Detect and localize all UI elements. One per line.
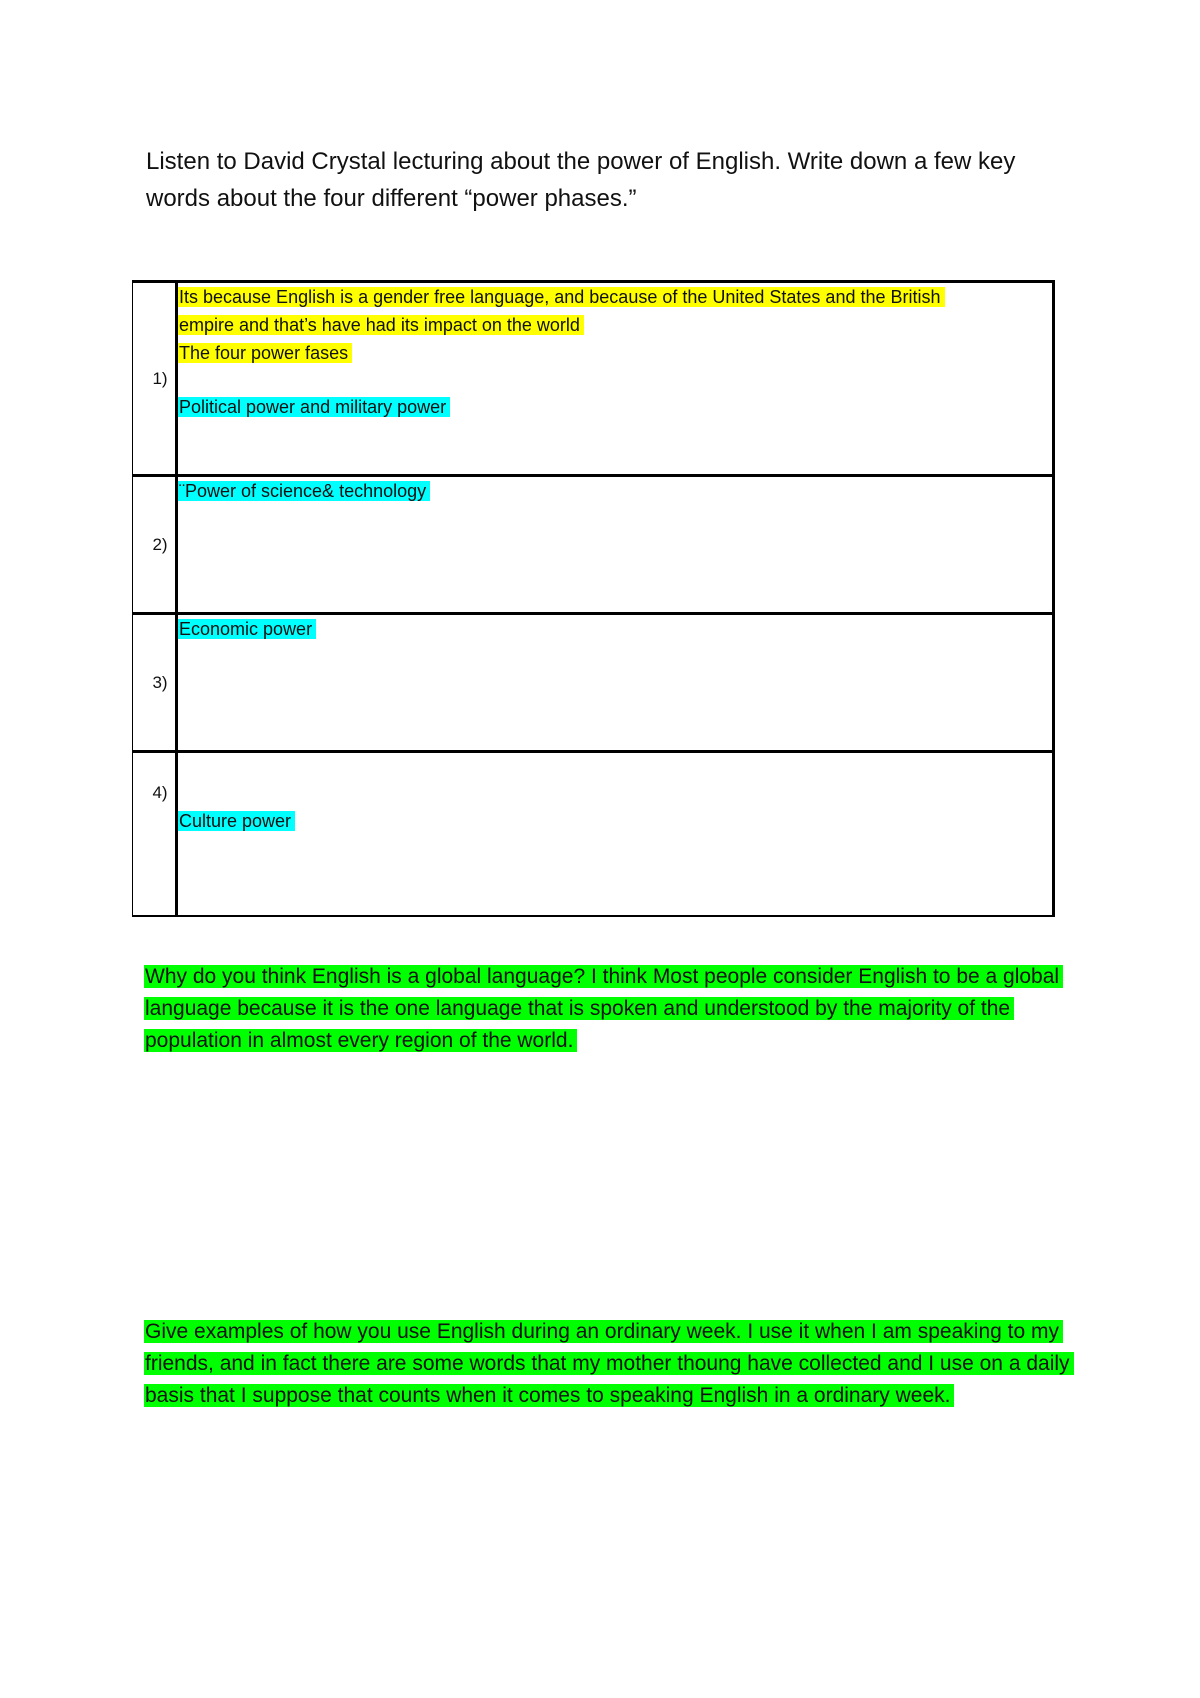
question-answer: Give examples of how you use English during an ordinary week. I use it when I am speaking to my friends, and in fact there are some words that my mother thoung have collected and I use on a daily basis that I suppose that counts when it comes to speaking English in a ordinary week. (144, 1320, 1074, 1407)
phase-answer: Culture power (178, 811, 295, 831)
table-row (133, 476, 1054, 614)
row-number: 2) (133, 476, 177, 614)
phase-answer: ¨Power of science& technology (178, 481, 430, 501)
english-usage-question (144, 1316, 1074, 1412)
highlighted-line: empire and that’s have had its impact on the world (178, 315, 584, 335)
answer-cell[interactable] (177, 752, 1054, 916)
instructions-heading: Listen to David Crystal lecturing about the power of English. Write down a few key words about the four different “power phases.” (146, 148, 1016, 212)
table-row (133, 614, 1054, 752)
phase-answer: Political power and military power (178, 397, 450, 417)
row-number: 4) (133, 752, 177, 916)
row-number: 1) (133, 282, 177, 476)
answer-cell[interactable] (177, 476, 1054, 614)
answer-cell[interactable] (177, 282, 1054, 476)
global-language-question (144, 961, 1074, 1057)
phase-answer: Economic power (178, 619, 316, 639)
answer-cell[interactable] (177, 614, 1054, 752)
power-phases-table (132, 280, 1055, 917)
question-answer: Why do you think English is a global language? I think Most people consider English to be a global language because it is the one language that is spoken and understood by the majority of the population in almost every region of the world. (144, 965, 1063, 1052)
table-row (133, 752, 1054, 916)
highlighted-line: Its because English is a gender free language, and because of the United States and the British (178, 287, 945, 307)
table-row (133, 282, 1054, 476)
row-number: 3) (133, 614, 177, 752)
highlighted-line: The four power fases (178, 343, 352, 363)
